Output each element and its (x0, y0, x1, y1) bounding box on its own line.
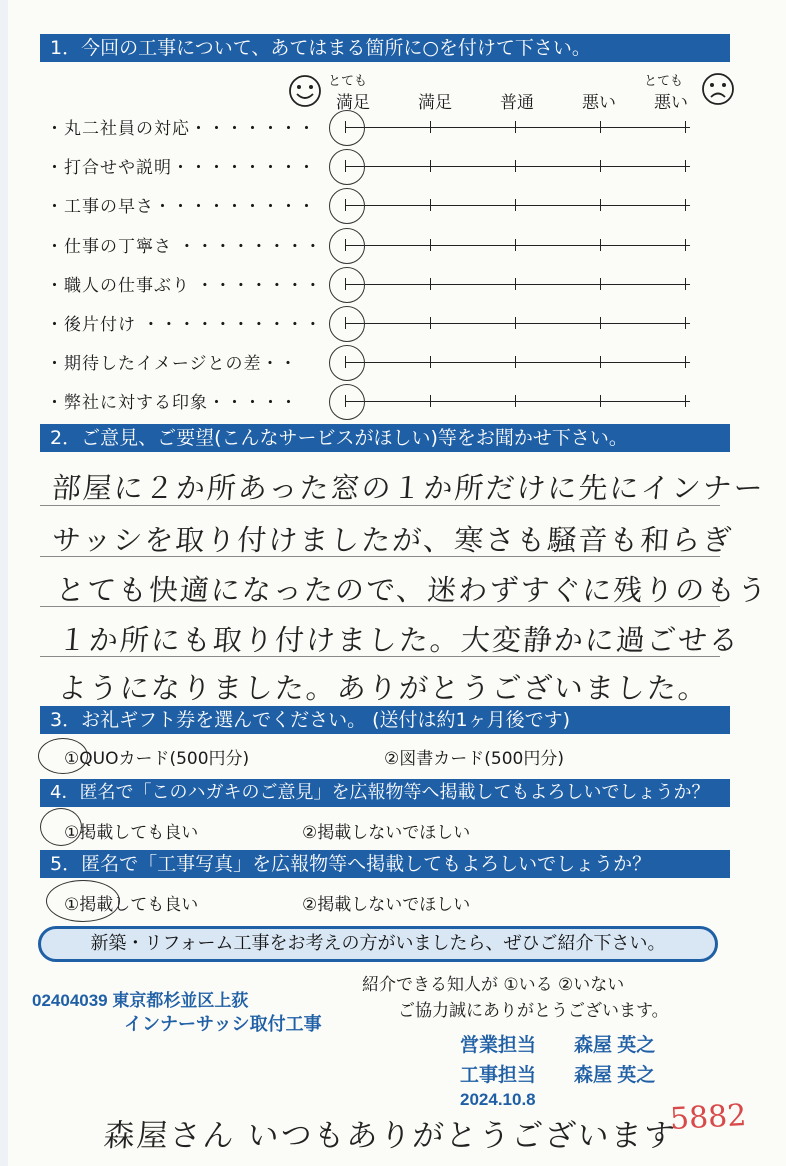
sales-name: 森屋 英之 (574, 1035, 656, 1056)
scale-tick[interactable] (430, 160, 431, 172)
scale-tick[interactable] (515, 160, 516, 172)
scale-tick[interactable] (430, 121, 431, 133)
rating-scale[interactable] (345, 127, 690, 128)
scale-tick[interactable] (600, 199, 601, 211)
selection-circle (46, 880, 120, 922)
comment-line-5: ようになりました。ありがとうございました。 (56, 671, 711, 705)
scale-tick[interactable] (600, 121, 601, 133)
selection-circle (38, 738, 88, 774)
rating-item-label: ・職人の仕事ぶり ・・・・・・・ (46, 276, 323, 296)
work-name: 森屋 英之 (574, 1065, 656, 1086)
scale-bad: 悪い (582, 93, 616, 113)
scale-tick[interactable] (515, 356, 516, 368)
scale-tick[interactable] (515, 278, 516, 290)
scale-tick[interactable] (685, 356, 686, 368)
comment-publish-no[interactable]: ②掲載しないでほしい (302, 823, 471, 843)
rating-item-label: ・期待したイメージとの差・・ (46, 354, 298, 374)
scale-tick[interactable] (685, 278, 686, 290)
scale-tick[interactable] (685, 160, 686, 172)
rating-scale[interactable] (345, 245, 690, 246)
rating-item-label: ・仕事の丁寧さ ・・・・・・・・ (46, 237, 323, 257)
scale-tick[interactable] (515, 239, 516, 251)
q5-heading: 5．匿名で「工事写真」を広報物等へ掲載してもよろしいでしょうか？ (40, 850, 730, 878)
scale-tick[interactable] (515, 395, 516, 407)
rating-scale[interactable] (345, 166, 690, 167)
scale-very-bad-top: とても (644, 74, 684, 89)
rating-selection-circle (329, 149, 365, 185)
scale-tick[interactable] (515, 121, 516, 133)
gift-option-quo[interactable]: ①QUOカード(500円分) (64, 749, 250, 769)
scale-tick[interactable] (430, 356, 431, 368)
scale-tick[interactable] (685, 121, 686, 133)
rating-scale[interactable] (345, 284, 690, 285)
scale-tick[interactable] (600, 356, 601, 368)
scale-tick[interactable] (430, 199, 431, 211)
scale-tick[interactable] (685, 395, 686, 407)
scale-neutral: 普通 (500, 93, 534, 113)
scale-tick[interactable] (600, 317, 601, 329)
thanks-text: ご協力誠にありがとうございます。 (398, 1001, 669, 1021)
work-label: 工事担当 (460, 1065, 537, 1086)
rating-item-label: ・弊社に対する印象・・・・・ (46, 393, 298, 413)
rating-selection-circle (329, 228, 365, 264)
rating-item-label: ・後片付け ・・・・・・・・・・ (46, 315, 323, 335)
photo-publish-no[interactable]: ②掲載しないでほしい (302, 895, 471, 915)
q4-heading: 4．匿名で「このハガキのご意見」を広報物等へ掲載してもよろしいでしょうか？ (40, 779, 730, 807)
rating-selection-circle (329, 110, 365, 146)
scale-tick[interactable] (600, 239, 601, 251)
gift-option-book[interactable]: ②図書カード(500円分) (384, 749, 564, 769)
q3-heading: 3．お礼ギフト券を選んでください。 (送付は約1ヶ月後です) (40, 706, 730, 734)
scale-tick[interactable] (430, 278, 431, 290)
rating-scale[interactable] (345, 205, 690, 206)
rating-scale[interactable] (345, 323, 690, 324)
comment-line-3: とても快適になったので、迷わずすぐに残りのもう (54, 573, 770, 607)
comment-line-1: 部屋に２か所あった窓の１か所だけに先にインナー (50, 471, 766, 505)
scale-very-satisfied-top: とても (328, 74, 368, 89)
rating-item-label: ・丸二社員の対応・・・・・・・ (46, 119, 316, 139)
q1-heading: 1．今回の工事について、あてはまる箇所に○を付けて下さい。 (40, 34, 730, 62)
comment-line-4: １か所にも取り付けました。大変静かに過ごせる (56, 623, 742, 657)
rating-selection-circle (329, 345, 365, 381)
rating-selection-circle (329, 188, 365, 224)
rating-item-label: ・打合せや説明・・・・・・・・ (46, 158, 316, 178)
job-work-title: インナーサッシ取付工事 (124, 1014, 322, 1034)
scale-very-satisfied: 満足 (336, 93, 370, 113)
rating-item-label: ・工事の早さ・・・・・・・・・ (46, 197, 316, 217)
survey-date: 2024.10.8 (460, 1090, 536, 1109)
referral-question: 紹介できる知人が ①いる ②いない (362, 975, 625, 995)
scale-tick[interactable] (600, 395, 601, 407)
scale-tick[interactable] (430, 317, 431, 329)
rating-selection-circle (329, 267, 365, 303)
smile-face-icon (288, 74, 322, 108)
scale-tick[interactable] (600, 160, 601, 172)
scale-tick[interactable] (685, 199, 686, 211)
selection-circle (40, 808, 82, 846)
scale-tick[interactable] (685, 317, 686, 329)
reference-number-stamp: 5882 (669, 1098, 748, 1137)
rating-scale[interactable] (345, 362, 690, 363)
scale-tick[interactable] (515, 317, 516, 329)
scale-tick[interactable] (430, 239, 431, 251)
scale-tick[interactable] (600, 278, 601, 290)
frown-face-icon (701, 72, 735, 106)
rating-selection-circle (329, 306, 365, 342)
comment-publish-yes[interactable]: ①掲載しても良い (64, 823, 199, 843)
referral-banner: 新築・リフォーム工事をお考えの方がいましたら、ぜひご紹介下さい。 (38, 926, 718, 962)
scale-tick[interactable] (685, 239, 686, 251)
scale-tick[interactable] (430, 395, 431, 407)
scale-tick[interactable] (515, 199, 516, 211)
job-code-address: 02404039 東京都杉並区上荻 (32, 991, 249, 1010)
scale-very-bad: 悪い (654, 93, 688, 113)
sales-label: 営業担当 (460, 1035, 537, 1056)
handwritten-note: 森屋さん いつもありがとうございます (102, 1118, 678, 1154)
comment-line-2: サッシを取り付けましたが、寒さも騒音も和らぎ (50, 523, 735, 557)
card-edge (0, 0, 8, 1166)
rating-selection-circle (329, 384, 365, 420)
q2-heading: 2．ご意見、ご要望(こんなサービスがほしい)等をお聞かせ下さい。 (40, 424, 730, 452)
scale-satisfied: 満足 (418, 93, 452, 113)
rating-scale[interactable] (345, 401, 690, 402)
photo-publish-yes[interactable]: ①掲載しても良い (64, 895, 199, 915)
